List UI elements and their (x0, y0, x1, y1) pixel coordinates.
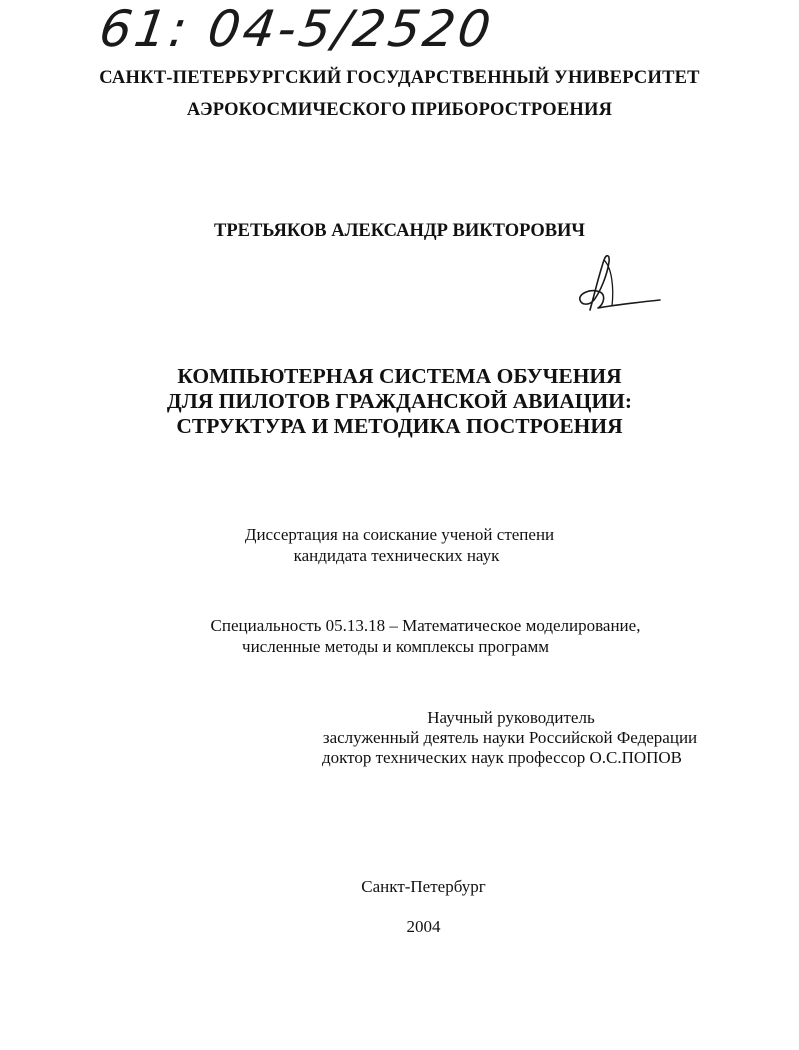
specialty-line-2: численные методы и комплексы программ (242, 637, 549, 656)
city: Санкт-Петербург (361, 877, 486, 896)
dissertation-title-line-1: КОМПЬЮТЕРНАЯ СИСТЕМА ОБУЧЕНИЯ (177, 364, 622, 388)
advisor-label: Научный руководитель (427, 708, 595, 727)
degree-line-1: Диссертация на соискание ученой степени (244, 525, 555, 544)
degree-line-2: кандидата технических наук (293, 546, 500, 565)
advisor-name: доктор технических наук профессор О.С.ПОПОВ (321, 748, 683, 767)
dissertation-title-line-3: СТРУКТУРА И МЕТОДИКА ПОСТРОЕНИЯ (176, 414, 623, 438)
year: 2004 (406, 917, 441, 936)
specialty-line-1: Специальность 05.13.18 – Математическое моделирование, (210, 616, 641, 635)
dissertation-title-line-2: ДЛЯ ПИЛОТОВ ГРАЖДАНСКОЙ АВИАЦИИ: (166, 389, 633, 413)
university-name-line-1: САНКТ-ПЕТЕРБУРГСКИЙ ГОСУДАРСТВЕННЫЙ УНИВЕРСИТЕТ (99, 68, 700, 88)
advisor-title: заслуженный деятель науки Российской Федерации (322, 728, 698, 747)
university-name-line-2: АЭРОКОСМИЧЕСКОГО ПРИБОРОСТРОЕНИЯ (186, 100, 613, 120)
handwritten-inventory-number: 61: 04-5/2520 (95, 0, 498, 58)
signature-mark (560, 248, 670, 318)
author-name: ТРЕТЬЯКОВ АЛЕКСАНДР ВИКТОРОВИЧ (213, 221, 586, 241)
